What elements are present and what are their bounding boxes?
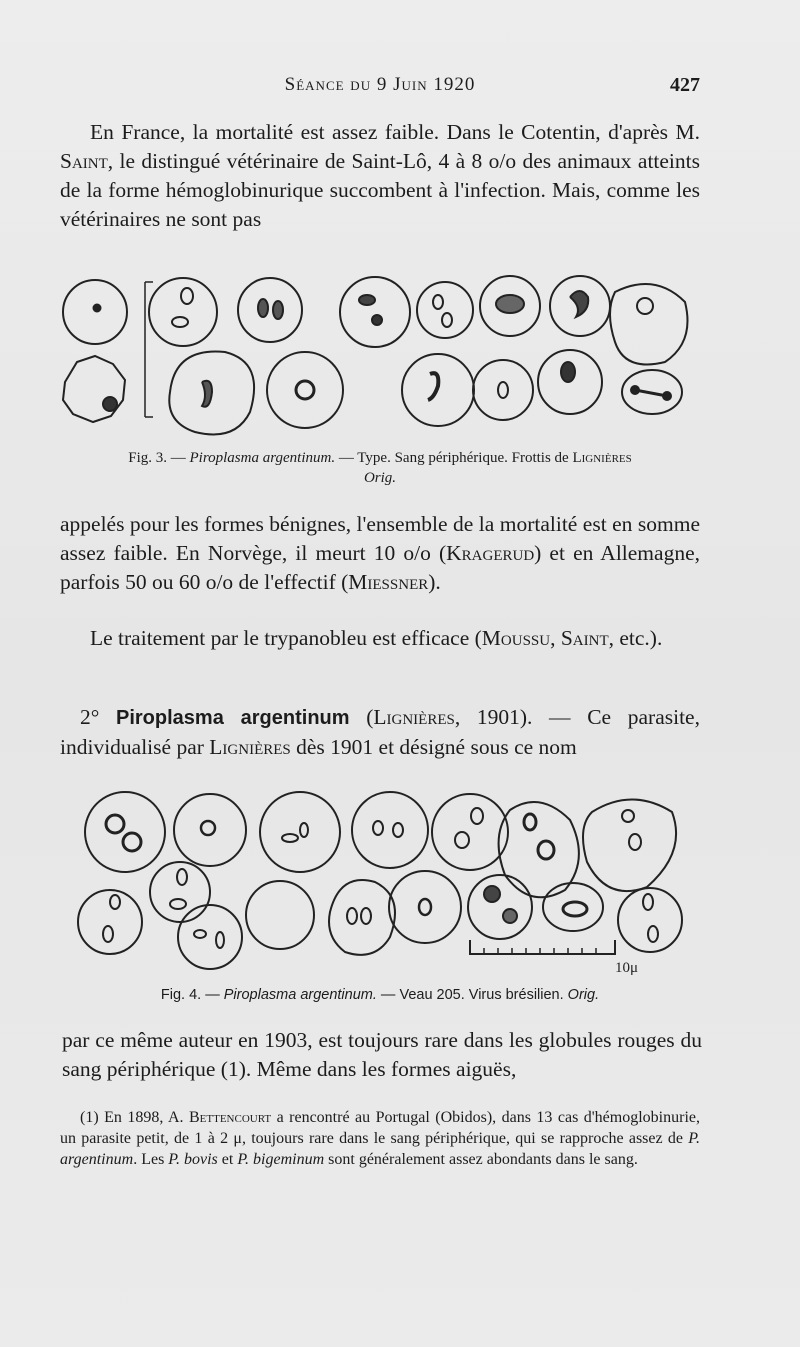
parasite [433,295,443,309]
author-name: Miessner [348,570,429,594]
paragraph-piroplasma-argentinum [60,703,700,762]
caption-orig: Orig. [363,470,397,486]
parasite [216,932,224,948]
parasite [373,821,383,835]
para2-text-b: ) et en Allemagne, parfois 50 ou 60 o/o de l'effectif ( [60,541,700,594]
parasite [106,815,124,833]
parasite [563,902,587,916]
para3-sep: , [550,626,561,650]
caption-species: Piroplasma argentinum. [223,987,377,1003]
author-name: Moussu [481,626,551,650]
parasite [170,899,186,909]
parasite [648,926,658,942]
blood-cell [246,881,314,949]
parasite [643,894,653,910]
parasite [202,381,212,407]
blood-cell [238,278,302,342]
para5-text: par ce même auteur en 1903, est toujours rare dans les globules rouges du sang périphérique (1). Même dans les formes aiguës, [62,1028,702,1081]
para3-text-b: , etc.). [608,626,663,650]
caption-species: Piroplasma argentinum. [189,450,336,466]
blood-cell [432,794,508,870]
parasite [177,869,187,885]
parasite [524,814,536,830]
parasite [637,298,653,314]
footnote-text-d: et [217,1151,238,1168]
author-name: Saint [60,149,108,173]
parasite [498,382,508,398]
paragraph-mortality-abroad [60,510,700,597]
parasite [103,926,113,942]
parasite [103,397,117,411]
parasite [258,299,268,317]
scale-bar-label: 10μ [615,960,639,976]
blood-cell [543,883,603,931]
blood-cell [340,277,410,347]
blood-cell [149,278,217,346]
figure-3-caption [60,448,700,488]
caption-label: Fig. 3. — [128,450,190,466]
parasite [273,301,283,319]
author-name: Lignières [209,735,291,759]
parasite [361,908,371,924]
caption-text: — Veau 205. Virus brésilien. [376,987,568,1003]
crenated-blood-cell [63,356,125,422]
para3-text-a: Le traitement par le trypanobleu est efficace ( [90,626,482,650]
parasite [110,895,120,909]
blood-cell [389,871,461,943]
scale-bar [145,282,153,417]
header-title: Séance du 9 Juin 1920 [284,74,476,95]
page-number: 427 [670,74,700,96]
blood-cell [174,794,246,866]
para2-text-a: appelés pour les formes bénignes, l'ensemble de la mortalité est en somme assez faible. En Norvège, il meurt 10 o/o ( [60,512,700,565]
parasite [393,823,403,837]
species-name: P. bovis [168,1151,218,1168]
footnote-text-c: . Les [133,1151,169,1168]
figure-4-caption [60,985,700,1005]
footnote-text-e: sont généralement assez abondants dans le sang. [324,1151,638,1168]
blood-cell [618,888,682,952]
parasite [172,317,188,327]
parasite [282,834,298,842]
footnote-1 [60,1107,700,1170]
species-name: P. argentinum [60,1130,700,1168]
paragraph-mortality-france [60,118,700,234]
parasite [296,381,314,399]
blood-cell [473,360,533,420]
section-number: 2° [80,705,116,729]
parasite [94,305,101,312]
section-heading: Piroplasma argentinum [116,707,350,729]
blood-cell [610,284,688,365]
paragraph-rarity [62,1026,702,1084]
blood-cell [468,875,532,939]
parasite [194,930,206,938]
blood-cell [150,862,210,922]
blood-cell [417,282,473,338]
parasite [631,386,639,394]
parasite [503,909,517,923]
parasite [455,832,469,848]
parasite [347,908,357,924]
para4-text-a: ( [349,705,374,729]
running-header [60,74,700,104]
caption-text: — Type. Sang périphérique. Frottis de [335,450,573,466]
blood-cell [267,352,343,428]
parasite [484,886,500,902]
parasite [428,373,438,400]
parasite [419,899,431,915]
para4-text-c: dès 1901 et désigné sous ce nom [290,735,577,759]
parasite [538,841,554,859]
para1-text-b: , le distingué vétérinaire de Saint-Lô, 4 à 8 o/o des animaux atteints de la forme hémoglobinurique succombent à l'infection. Mais, comme les vétérinaires ne sont pas [60,149,700,231]
para1-text-a: En France, la mortalité est assez faible. Dans le Cotentin, d'après M. [90,120,700,144]
parasite [663,392,671,400]
parasite [300,823,308,837]
species-name: P. bigeminum [237,1151,325,1168]
caption-orig: Orig. [567,987,600,1003]
scale-bar [470,940,615,954]
parasite [359,295,375,305]
parasite [442,313,452,327]
parasite [201,821,215,835]
parasite [629,834,641,850]
para4-text-b: , 1901). — Ce parasite, individualisé par [60,705,700,759]
parasite [570,291,588,317]
parasite [123,833,141,851]
parasite [372,315,382,325]
parasite [561,362,575,382]
author-name: Saint [560,626,609,650]
blood-cell [178,905,242,969]
author-name: Kragerud [446,541,535,565]
parasite [181,288,193,304]
caption-author: Lignières [572,450,632,466]
figure-3-blood-cells [55,262,705,442]
author-name: Lignières [373,705,455,729]
paragraph-treatment [60,624,700,653]
footnote-text-b: a rencontré au Portugal (Obidos), dans 13 cas d'hémoglobinurie, un parasite petit, de 1 à 2 μ, toujours rare dans le sang périphérique, qui se rapproche assez de [60,1109,700,1147]
parasite [496,295,524,313]
figure-4-blood-cells [70,782,700,977]
parasite [622,810,634,822]
author-name: Bettencourt [188,1109,272,1126]
parasite [471,808,483,824]
caption-label: Fig. 4. — [160,987,224,1003]
para2-text-c: ). [428,570,441,594]
blood-cell [352,792,428,868]
blood-cell [85,792,165,872]
footnote-text-a: (1) En 1898, A. [80,1109,189,1126]
